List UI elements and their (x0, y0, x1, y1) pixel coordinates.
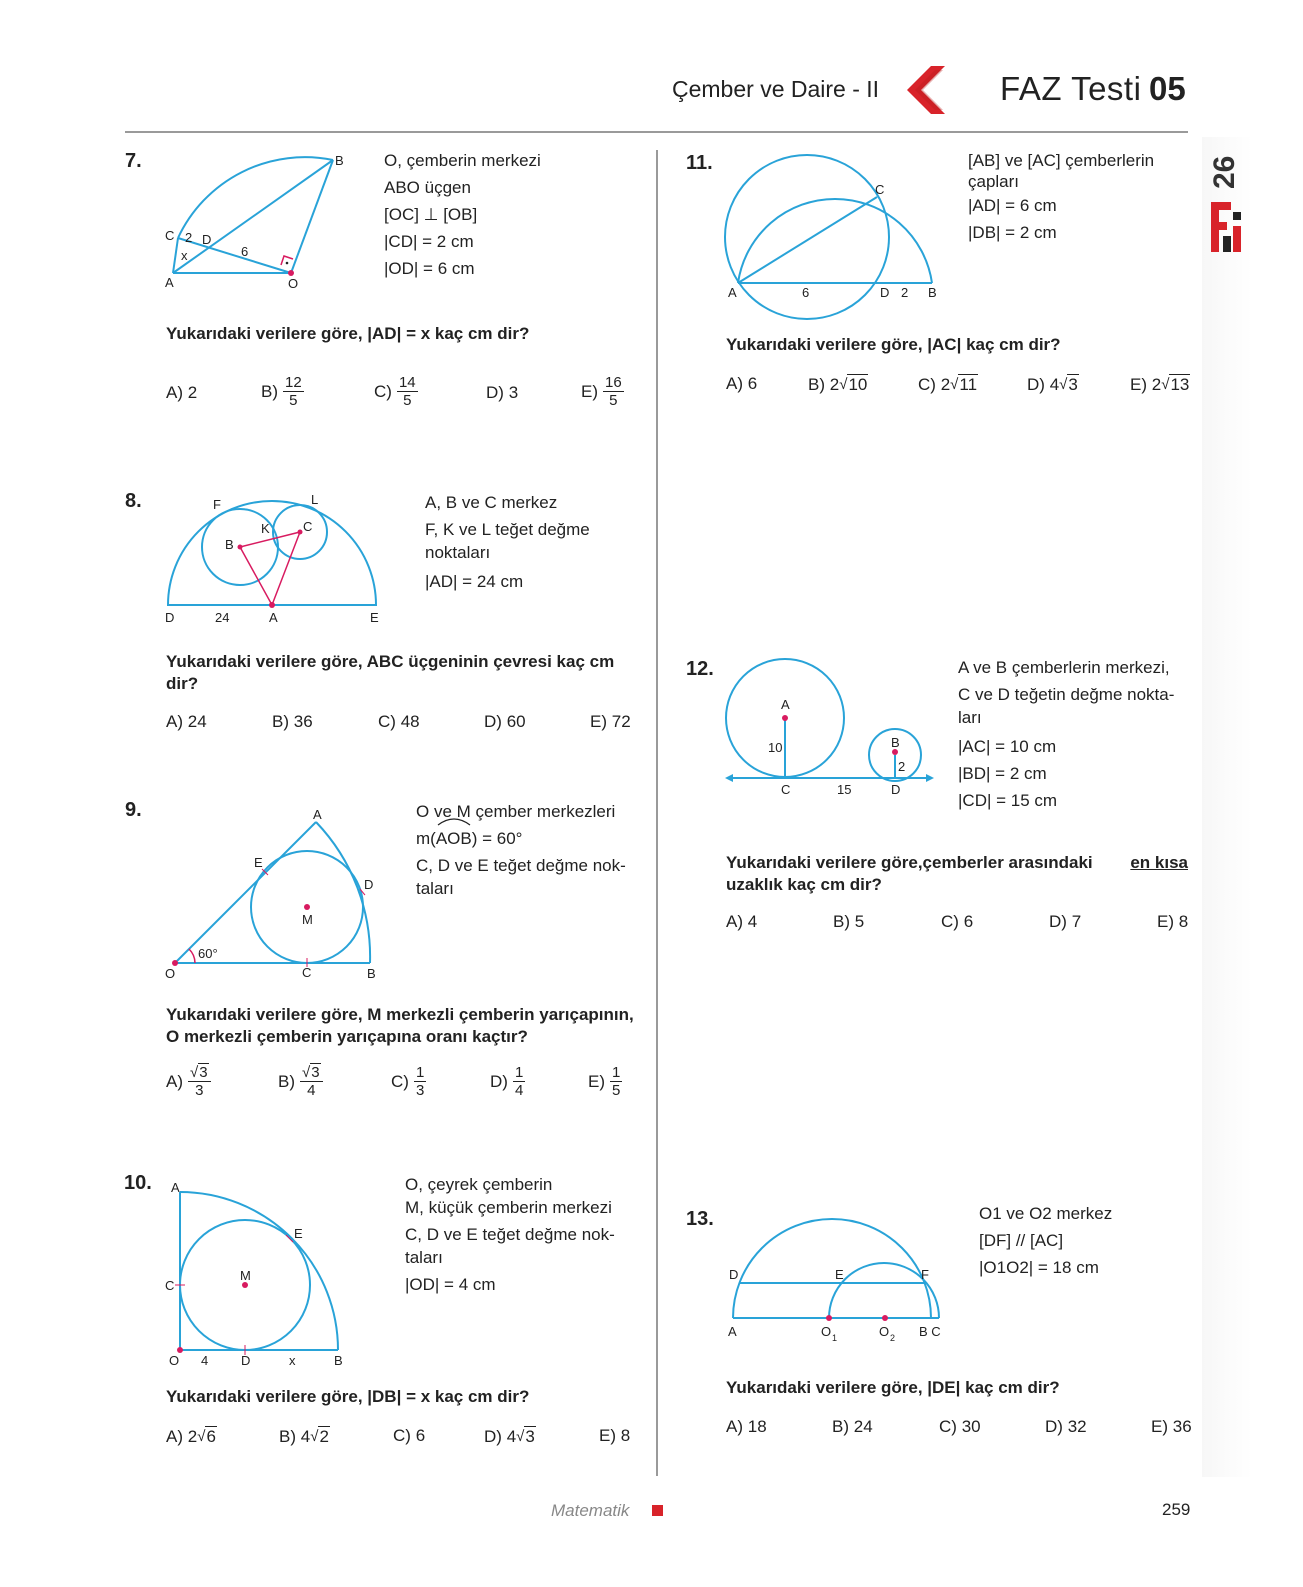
q7-label-D: D (202, 232, 212, 247)
q8-figure (165, 492, 390, 630)
q7-label-O: O (288, 276, 299, 291)
q13-figure (725, 1215, 955, 1345)
q11-given: [AB] ve [AC] çemberlerin çapları |AD| = 6 cm |DB| = 2 cm (968, 151, 1155, 242)
q9-label-A: A (313, 807, 322, 822)
q10-choice-b[interactable]: B) 4 √ 2 (279, 1426, 329, 1446)
side-tab-number: 26 (1208, 155, 1241, 189)
question-number: 13. (686, 1208, 714, 1230)
chapter-title: Çember ve Daire - II (672, 76, 880, 102)
q7-label-A: A (165, 275, 174, 290)
q10-label-M: M (240, 1268, 251, 1283)
column-divider (656, 150, 658, 1476)
q9-choice-d[interactable]: D) $\frac{1}{4}$ (490, 1064, 524, 1099)
q13-label-F: F (921, 1267, 929, 1282)
question-number: 9. (125, 799, 142, 821)
q12-label-15: 15 (837, 782, 852, 797)
q10-choice-a[interactable]: A) 2 √ 6 (166, 1426, 216, 1446)
q11-choice-b[interactable]: B) 2 √ 10 (808, 374, 868, 394)
q9-choice-b[interactable]: B) $\frac{√3}{4}$ (278, 1064, 323, 1099)
q10-label-E: E (294, 1226, 303, 1241)
q9-question: Yukarıdaki verilere göre, M merkezli çemberin yarıçapının, O merkezli çemberin yarıçapına oranı kaçtır? (166, 1005, 634, 1046)
q9-choice-c[interactable]: C) $\frac{1}{3}$ (391, 1064, 425, 1099)
q8-label-B: B (225, 537, 234, 552)
q9-label-C: C (302, 965, 312, 980)
q10-label-C: C (165, 1278, 175, 1293)
q11-choice-e[interactable]: E) 2 √ 13 (1130, 374, 1190, 394)
q11-figure (725, 155, 945, 305)
q9-figure (165, 805, 385, 985)
q11-choice-d[interactable]: D) 4 √ 3 (1027, 374, 1078, 394)
q9-given: O ve M çember merkezleri m(AOB) = 60° C, D ve E teğet değme nok- taları (416, 802, 626, 898)
q8-given: A, B ve C merkez F, K ve L teğet değme noktaları |AD| = 24 cm (425, 493, 590, 591)
question-number: 8. (125, 490, 142, 512)
q12-label-C: C (781, 782, 791, 797)
q7-figure (165, 155, 355, 300)
question-number: 7. (125, 150, 142, 172)
q11-label-2: 2 (901, 285, 909, 300)
q9-label-D: D (364, 877, 374, 892)
q7-choice-e[interactable]: E) $\frac{16}{5}$ (581, 374, 622, 409)
q12-label-A: A (781, 697, 790, 712)
q13-choice-b[interactable]: B) 24 (832, 1417, 873, 1436)
q11-label-C: C (875, 182, 885, 197)
footer-square-icon (652, 1505, 663, 1516)
q7-choice-d[interactable]: D) 3 (486, 383, 519, 402)
question-number: 12. (686, 658, 714, 680)
q8-label-L: L (311, 492, 319, 507)
q12-label-B: B (891, 735, 900, 750)
q12-choice-a[interactable]: A) 4 (726, 912, 758, 931)
q12-label-D: D (891, 782, 901, 797)
q13-choice-c[interactable]: C) 30 (939, 1417, 981, 1436)
q10-label-D: D (241, 1353, 251, 1368)
q12-choice-b[interactable]: B) 5 (833, 912, 865, 931)
side-tab (1202, 137, 1252, 1477)
q11-choice-a[interactable]: A) 6 (726, 374, 758, 393)
q13-choice-e[interactable]: E) 36 (1151, 1417, 1192, 1436)
q7-label-B: B (335, 153, 344, 168)
question-number: 10. (124, 1172, 152, 1194)
q8-choice-a[interactable]: A) 24 (166, 712, 207, 731)
q8-label-D: D (165, 610, 175, 625)
header-divider (125, 131, 1188, 133)
q13-label-BC: B C (919, 1324, 941, 1339)
q9-label-O: O (165, 966, 176, 981)
q8-question: Yukarıdaki verilere göre, ABC üçgeninin çevresi kaç cm dir? (166, 652, 615, 693)
q11-question: Yukarıdaki verilere göre, |AC| kaç cm dir? (726, 335, 1061, 354)
q7-label-2: 2 (185, 230, 193, 245)
q12-label-10: 10 (768, 740, 783, 755)
q7-label-C: C (165, 228, 175, 243)
q8-choice-e[interactable]: E) 72 (590, 712, 631, 731)
q13-label-sub1: 1 (832, 1333, 838, 1343)
q10-question: Yukarıdaki verilere göre, |DB| = x kaç cm dir? (166, 1387, 530, 1406)
q12-choice-d[interactable]: D) 7 (1049, 912, 1082, 931)
brand-logo-icon (1209, 200, 1243, 254)
q8-choice-d[interactable]: D) 60 (484, 712, 526, 731)
chevron-logo-icon (905, 66, 945, 114)
q10-given: O, çeyrek çemberin M, küçük çemberin merkezi C, D ve E teğet değme nok- taları |OD| = 4 cm (405, 1175, 615, 1294)
q9-angle-hat-icon (437, 816, 471, 826)
q7-choice-c[interactable]: C) $\frac{14}{5}$ (374, 374, 416, 409)
footer-subject: Matematik (551, 1501, 630, 1520)
q9-choice-e[interactable]: E) $\frac{1}{5}$ (588, 1064, 621, 1099)
q7-choice-a[interactable]: A) 2 (166, 383, 198, 402)
q12-given: A ve B çemberlerin merkezi, C ve D teğetin değme nokta- ları |AC| = 10 cm |BD| = 2 cm |CD| = 15 cm (958, 658, 1175, 810)
q8-label-F: F (213, 497, 221, 512)
test-label: FAZ Testi (1000, 70, 1142, 107)
q7-label-x: x (181, 248, 188, 263)
page-number: 259 (1162, 1500, 1191, 1519)
q10-label-O: O (169, 1353, 180, 1368)
q13-question: Yukarıdaki verilere göre, |DE| kaç cm dir? (726, 1378, 1060, 1397)
q10-choice-d[interactable]: D) 4 √ 3 (484, 1426, 535, 1446)
q10-label-A: A (171, 1180, 180, 1195)
q11-label-6: 6 (802, 285, 810, 300)
q13-choice-a[interactable]: A) 18 (726, 1417, 767, 1436)
q13-label-E: E (835, 1267, 844, 1282)
q11-label-A: A (728, 285, 737, 300)
q10-label-x: x (289, 1353, 296, 1368)
q12-figure (725, 660, 940, 800)
q13-given: O1 ve O2 merkez [DF] // [AC] |O1O2| = 18 cm (979, 1204, 1113, 1277)
q9-label-60: 60° (198, 946, 218, 961)
q12-label-2: 2 (898, 759, 906, 774)
q13-label-sub2: 2 (890, 1333, 896, 1343)
q10-choice-e[interactable]: E) 8 (599, 1426, 631, 1445)
q11-label-B: B (928, 285, 937, 300)
q8-choice-c[interactable]: C) 48 (378, 712, 420, 731)
q10-label-4: 4 (201, 1353, 209, 1368)
q8-label-A: A (269, 610, 278, 625)
q7-given: O, çemberin merkezi ABO üçgen [OC] ⊥ [OB] |CD| = 2 cm |OD| = 6 cm (384, 151, 541, 278)
q10-label-B: B (334, 1353, 343, 1368)
question-number: 11. (686, 152, 713, 174)
q7-question: Yukarıdaki verilere göre, |AD| = x kaç cm dir? (166, 324, 530, 343)
q7-label-6: 6 (241, 244, 249, 259)
q12-choice-c[interactable]: C) 6 (941, 912, 974, 931)
q13-label-O1: O (821, 1324, 832, 1339)
test-number: 05 (1149, 70, 1186, 107)
q13-label-O2: O (879, 1324, 890, 1339)
q8-choice-b[interactable]: B) 36 (272, 712, 313, 731)
q9-label-B: B (367, 966, 376, 981)
q12-choice-e[interactable]: E) 8 (1157, 912, 1189, 931)
q8-label-C: C (303, 519, 313, 534)
q8-label-24: 24 (215, 610, 230, 625)
q9-choice-a[interactable]: A) $\frac{√3}{3}$ (166, 1064, 211, 1099)
q13-label-A: A (728, 1324, 737, 1339)
q10-figure (165, 1180, 350, 1368)
q8-label-K: K (261, 521, 270, 536)
q11-label-D: D (880, 285, 890, 300)
q10-choice-c[interactable]: C) 6 (393, 1426, 426, 1445)
q9-label-E: E (254, 855, 263, 870)
q13-choice-d[interactable]: D) 32 (1045, 1417, 1087, 1436)
q9-label-M: M (302, 912, 313, 927)
q7-choice-b[interactable]: B) $\frac{12}{5}$ (261, 374, 302, 409)
q12-question: Yukarıdaki verilere göre,çemberler arasındaki en kısa uzaklık kaç cm dir? (726, 853, 1188, 894)
q8-label-E: E (370, 610, 379, 625)
q11-choice-c[interactable]: C) 2 √ 11 (918, 374, 978, 394)
q13-label-D: D (729, 1267, 739, 1282)
